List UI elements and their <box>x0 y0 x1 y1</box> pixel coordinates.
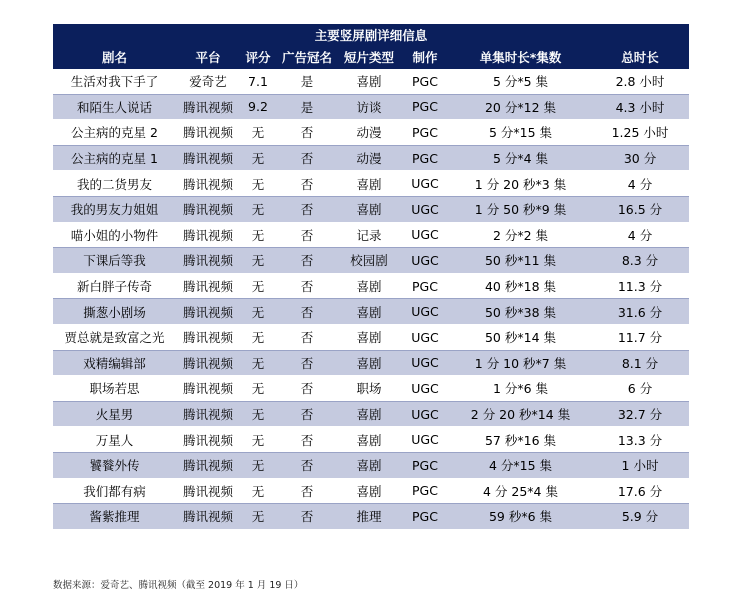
table-cell: 无 <box>240 273 276 299</box>
table-cell: 腾讯视频 <box>176 401 240 427</box>
table-cell: 爱奇艺 <box>176 69 240 94</box>
table-cell: 59 秒*6 集 <box>450 504 591 530</box>
table-cell: 腾讯视频 <box>176 299 240 325</box>
table-cell: 下课后等我 <box>53 248 176 274</box>
table-cell: 喜剧 <box>338 452 400 478</box>
table-title: 主要竖屏剧详细信息 <box>53 24 689 45</box>
table-cell: 2.8 小时 <box>591 69 689 94</box>
table-cell: 喜剧 <box>338 171 400 197</box>
table-cell: 无 <box>240 376 276 402</box>
table-cell: 无 <box>240 324 276 350</box>
table-cell: 无 <box>240 427 276 453</box>
table-cell: 腾讯视频 <box>176 324 240 350</box>
table-cell: 1 分 10 秒*7 集 <box>450 350 591 376</box>
table-cell: 17.6 分 <box>591 478 689 504</box>
table-cell: 否 <box>276 222 338 248</box>
table-cell: 否 <box>276 478 338 504</box>
table-cell: 否 <box>276 350 338 376</box>
table-cell: UGC <box>400 350 450 376</box>
table-cell: 否 <box>276 504 338 530</box>
table-row <box>53 145 689 171</box>
table-cell: 腾讯视频 <box>176 196 240 222</box>
table-cell: 否 <box>276 248 338 274</box>
table-row <box>53 69 689 94</box>
table-cell: 职场 <box>338 376 400 402</box>
table-cell: 校园剧 <box>338 248 400 274</box>
table-row <box>53 427 689 453</box>
table-cell: 1.25 小时 <box>591 120 689 146</box>
table-cell: UGC <box>400 376 450 402</box>
header-cell: 短片类型 <box>338 45 400 69</box>
table-cell: 新白胖子传奇 <box>53 273 176 299</box>
table-cell: 贾总就是致富之光 <box>53 324 176 350</box>
table-cell: 2 分*2 集 <box>450 222 591 248</box>
table-row <box>53 196 689 222</box>
table-cell: 戏精编辑部 <box>53 350 176 376</box>
table-cell: 火星男 <box>53 401 176 427</box>
table-cell: 万星人 <box>53 427 176 453</box>
table-row <box>53 299 689 325</box>
table-row <box>53 171 689 197</box>
table-cell: UGC <box>400 222 450 248</box>
table-cell: 无 <box>240 350 276 376</box>
table-cell: 11.3 分 <box>591 273 689 299</box>
table-cell: UGC <box>400 299 450 325</box>
table-cell: 50 秒*11 集 <box>450 248 591 274</box>
table-cell: 2 分 20 秒*14 集 <box>450 401 591 427</box>
table-cell: 4 分 <box>591 171 689 197</box>
table-cell: 饕餮外传 <box>53 452 176 478</box>
header-cell: 平台 <box>176 45 240 69</box>
table-cell: 喜剧 <box>338 69 400 94</box>
table-cell: UGC <box>400 196 450 222</box>
table-cell: 腾讯视频 <box>176 350 240 376</box>
table-cell: 腾讯视频 <box>176 94 240 120</box>
table-cell: 我的男友力姐姐 <box>53 196 176 222</box>
header-cell: 制作 <box>400 45 450 69</box>
table-cell: 1 分*6 集 <box>450 376 591 402</box>
table-cell: PGC <box>400 69 450 94</box>
table-cell: 腾讯视频 <box>176 427 240 453</box>
table-cell: UGC <box>400 427 450 453</box>
table-cell: 我的二货男友 <box>53 171 176 197</box>
table-cell: 腾讯视频 <box>176 145 240 171</box>
table-cell: 腾讯视频 <box>176 222 240 248</box>
table-cell: 喜剧 <box>338 196 400 222</box>
table-cell: 否 <box>276 299 338 325</box>
table-cell: 喜剧 <box>338 427 400 453</box>
table-cell: 喵小姐的小物件 <box>53 222 176 248</box>
table-row <box>53 324 689 350</box>
table-cell: 否 <box>276 401 338 427</box>
table-cell: 8.3 分 <box>591 248 689 274</box>
table-cell: 无 <box>240 478 276 504</box>
table-cell: 腾讯视频 <box>176 376 240 402</box>
table-cell: 否 <box>276 196 338 222</box>
table-cell: 酱紫推理 <box>53 504 176 530</box>
table-cell: 公主病的克星 1 <box>53 145 176 171</box>
table-cell: 无 <box>240 145 276 171</box>
table-cell: 57 秒*16 集 <box>450 427 591 453</box>
table-cell: 无 <box>240 401 276 427</box>
table-cell: UGC <box>400 401 450 427</box>
drama-info-table <box>53 24 689 530</box>
header-cell: 总时长 <box>591 45 689 69</box>
table-cell: 职场若思 <box>53 376 176 402</box>
drama-table-container <box>53 24 689 530</box>
table-cell: 无 <box>240 248 276 274</box>
table-cell: 1 分 20 秒*3 集 <box>450 171 591 197</box>
table-cell: 1 小时 <box>591 452 689 478</box>
table-row <box>53 401 689 427</box>
table-row <box>53 504 689 530</box>
header-cell: 单集时长*集数 <box>450 45 591 69</box>
table-row <box>53 452 689 478</box>
table-cell: 访谈 <box>338 94 400 120</box>
source-note: 数据来源：爱奇艺、腾讯视频（截至 2019 年 1 月 19 日） <box>53 580 304 591</box>
table-title-row <box>53 24 689 45</box>
header-cell: 剧名 <box>53 45 176 69</box>
table-row <box>53 222 689 248</box>
table-cell: 无 <box>240 452 276 478</box>
table-cell: 撕葱小剧场 <box>53 299 176 325</box>
header-cell: 广告冠名 <box>276 45 338 69</box>
table-cell: 否 <box>276 273 338 299</box>
table-cell: 喜剧 <box>338 299 400 325</box>
table-cell: 4.3 小时 <box>591 94 689 120</box>
table-cell: PGC <box>400 478 450 504</box>
table-cell: 无 <box>240 196 276 222</box>
table-cell: 无 <box>240 299 276 325</box>
table-cell: 腾讯视频 <box>176 452 240 478</box>
table-row <box>53 94 689 120</box>
table-cell: 腾讯视频 <box>176 120 240 146</box>
table-cell: 腾讯视频 <box>176 273 240 299</box>
table-cell: 31.6 分 <box>591 299 689 325</box>
table-cell: PGC <box>400 273 450 299</box>
table-cell: 16.5 分 <box>591 196 689 222</box>
table-row <box>53 120 689 146</box>
table-cell: 4 分 <box>591 222 689 248</box>
table-cell: 喜剧 <box>338 478 400 504</box>
table-cell: 腾讯视频 <box>176 171 240 197</box>
table-cell: 否 <box>276 145 338 171</box>
table-cell: 7.1 <box>240 69 276 94</box>
table-cell: 动漫 <box>338 120 400 146</box>
table-cell: 喜剧 <box>338 324 400 350</box>
table-cell: 5 分*4 集 <box>450 145 591 171</box>
table-cell: PGC <box>400 94 450 120</box>
table-cell: 50 秒*14 集 <box>450 324 591 350</box>
table-cell: UGC <box>400 324 450 350</box>
table-cell: 和陌生人说话 <box>53 94 176 120</box>
table-row <box>53 376 689 402</box>
table-cell: 40 秒*18 集 <box>450 273 591 299</box>
table-cell: 是 <box>276 94 338 120</box>
table-cell: 否 <box>276 452 338 478</box>
table-cell: 50 秒*38 集 <box>450 299 591 325</box>
table-cell: 无 <box>240 120 276 146</box>
table-cell: 腾讯视频 <box>176 248 240 274</box>
table-row <box>53 478 689 504</box>
table-cell: 5 分*15 集 <box>450 120 591 146</box>
table-cell: 是 <box>276 69 338 94</box>
table-cell: 腾讯视频 <box>176 478 240 504</box>
table-header-row <box>53 45 689 69</box>
table-cell: 9.2 <box>240 94 276 120</box>
table-cell: 5.9 分 <box>591 504 689 530</box>
header-cell: 评分 <box>240 45 276 69</box>
table-cell: 8.1 分 <box>591 350 689 376</box>
table-cell: 否 <box>276 324 338 350</box>
table-row <box>53 248 689 274</box>
table-cell: 32.7 分 <box>591 401 689 427</box>
table-row <box>53 273 689 299</box>
table-cell: 腾讯视频 <box>176 504 240 530</box>
table-row <box>53 350 689 376</box>
table-cell: 13.3 分 <box>591 427 689 453</box>
table-cell: 无 <box>240 171 276 197</box>
table-cell: 否 <box>276 171 338 197</box>
table-cell: 11.7 分 <box>591 324 689 350</box>
table-cell: 否 <box>276 120 338 146</box>
table-cell: 否 <box>276 376 338 402</box>
table-cell: PGC <box>400 145 450 171</box>
table-cell: 喜剧 <box>338 401 400 427</box>
table-cell: 我们都有病 <box>53 478 176 504</box>
table-cell: PGC <box>400 120 450 146</box>
table-cell: 喜剧 <box>338 273 400 299</box>
table-cell: 1 分 50 秒*9 集 <box>450 196 591 222</box>
table-cell: 动漫 <box>338 145 400 171</box>
table-cell: PGC <box>400 452 450 478</box>
table-cell: 喜剧 <box>338 350 400 376</box>
table-cell: 6 分 <box>591 376 689 402</box>
table-cell: 记录 <box>338 222 400 248</box>
table-cell: 30 分 <box>591 145 689 171</box>
table-cell: 5 分*5 集 <box>450 69 591 94</box>
table-cell: 无 <box>240 222 276 248</box>
table-cell: UGC <box>400 171 450 197</box>
table-cell: UGC <box>400 248 450 274</box>
table-cell: 20 分*12 集 <box>450 94 591 120</box>
table-cell: 无 <box>240 504 276 530</box>
table-cell: 公主病的克星 2 <box>53 120 176 146</box>
table-cell: 4 分*15 集 <box>450 452 591 478</box>
table-cell: 推理 <box>338 504 400 530</box>
table-cell: 否 <box>276 427 338 453</box>
table-cell: 生活对我下手了 <box>53 69 176 94</box>
table-cell: 4 分 25*4 集 <box>450 478 591 504</box>
table-cell: PGC <box>400 504 450 530</box>
